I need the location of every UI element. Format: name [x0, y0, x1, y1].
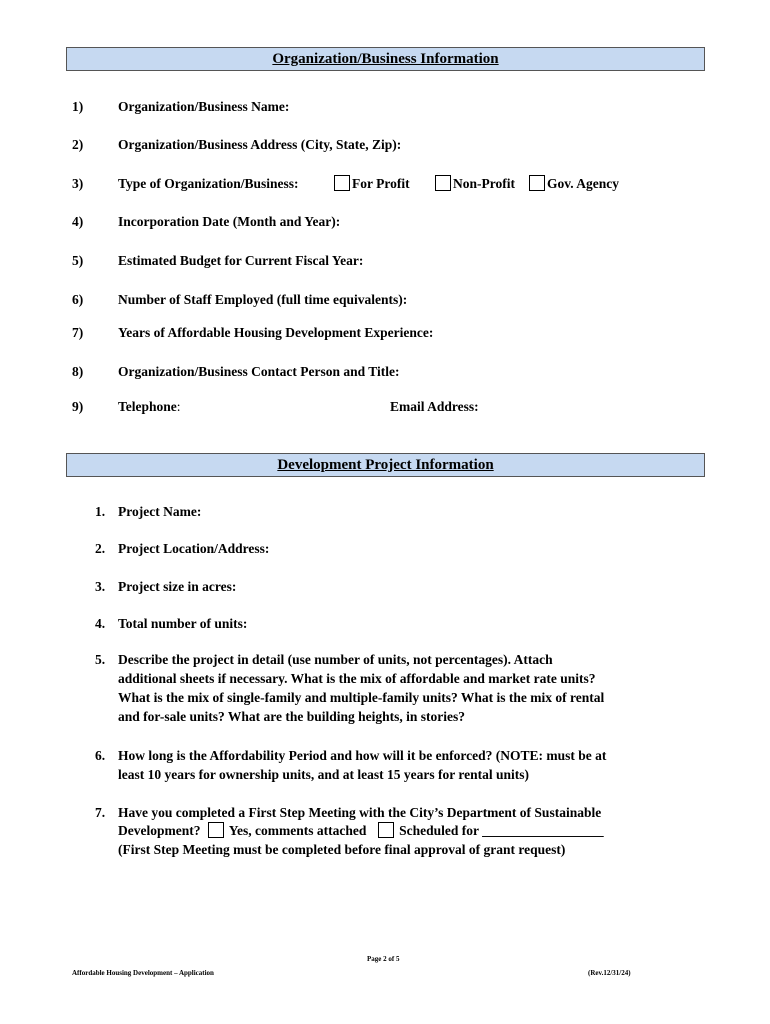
project-item-2-number: 2. — [95, 541, 106, 556]
option-non-profit[interactable] — [435, 175, 515, 193]
item-9-number: 9) — [72, 399, 84, 414]
item-6-number: 6) — [72, 292, 84, 307]
first-step-line-1: Have you completed a First Step Meeting with the City’s Department of Sustainable — [118, 805, 602, 820]
project-description-line-4: and for-sale units? What are the building heights, in stories? — [118, 709, 466, 724]
telephone-text: Telephone — [118, 399, 177, 414]
scheduled-label: Scheduled for __________________ — [399, 823, 604, 838]
project-size-label: Project size in acres: — [118, 579, 237, 594]
project-item-4-number: 4. — [95, 616, 106, 631]
project-name-label: Project Name: — [118, 504, 202, 519]
org-name-label: Organization/Business Name: — [118, 99, 290, 114]
project-section-header: Development Project Information — [66, 453, 705, 477]
project-item-3-number: 3. — [95, 579, 106, 594]
item-1-number: 1) — [72, 99, 84, 114]
experience-label: Years of Affordable Housing Development Experience: — [118, 325, 434, 340]
yes-comments-checkbox[interactable] — [208, 822, 224, 838]
project-description-line-3: What is the mix of single-family and multiple-family units? What is the mix of rental — [118, 690, 605, 705]
non-profit-label: Non-Profit — [453, 176, 515, 191]
incorporation-date-label: Incorporation Date (Month and Year): — [118, 214, 341, 229]
footer-revision: (Rev.12/31/24) — [588, 969, 631, 977]
telephone-label — [118, 398, 181, 416]
gov-agency-label: Gov. Agency — [547, 176, 620, 191]
footer-title: Affordable Housing Development – Application — [72, 969, 214, 977]
item-7-number: 7) — [72, 325, 84, 340]
project-item-7-number: 7. — [95, 805, 106, 820]
affordability-line-2: least 10 years for ownership units, and at least 15 years for rental units) — [118, 767, 529, 782]
total-units-label: Total number of units: — [118, 616, 248, 631]
project-item-6-number: 6. — [95, 748, 106, 763]
for-profit-label: For Profit — [352, 176, 410, 191]
project-item-1-number: 1. — [95, 504, 106, 519]
project-description-line-1: Describe the project in detail (use number of units, not percentages). Attach — [118, 652, 553, 667]
scheduled-checkbox[interactable] — [378, 822, 394, 838]
affordability-line-1: How long is the Affordability Period and how will it be enforced? (NOTE: must be at — [118, 748, 607, 763]
project-location-label: Project Location/Address: — [118, 541, 270, 556]
item-5-number: 5) — [72, 253, 84, 268]
project-item-5-number: 5. — [95, 652, 106, 667]
org-section-header: Organization/Business Information — [66, 47, 705, 71]
item-2-number: 2) — [72, 137, 84, 152]
for-profit-checkbox[interactable] — [334, 175, 350, 191]
contact-person-label: Organization/Business Contact Person and Title: — [118, 364, 400, 379]
budget-label: Estimated Budget for Current Fiscal Year: — [118, 253, 364, 268]
item-8-number: 8) — [72, 364, 84, 379]
page-number: Page 2 of 5 — [367, 955, 400, 963]
item-4-number: 4) — [72, 214, 84, 229]
org-address-label: Organization/Business Address (City, State, Zip): — [118, 137, 402, 152]
email-label: Email Address: — [390, 399, 479, 414]
telephone-colon: : — [176, 399, 181, 414]
item-3-number: 3) — [72, 176, 84, 191]
first-step-line-3: (First Step Meeting must be completed before final approval of grant request) — [118, 842, 566, 857]
option-gov-agency[interactable] — [529, 175, 619, 193]
project-description-line-2: additional sheets if necessary. What is the mix of affordable and market rate units? — [118, 671, 596, 686]
gov-agency-checkbox[interactable] — [529, 175, 545, 191]
non-profit-checkbox[interactable] — [435, 175, 451, 191]
staff-label: Number of Staff Employed (full time equivalents): — [118, 292, 408, 307]
org-type-label: Type of Organization/Business: — [118, 176, 299, 191]
yes-comments-label: Yes, comments attached — [228, 823, 367, 838]
option-for-profit[interactable] — [334, 175, 410, 193]
first-step-line-2 — [118, 822, 604, 840]
development-text: Development? — [118, 823, 201, 838]
